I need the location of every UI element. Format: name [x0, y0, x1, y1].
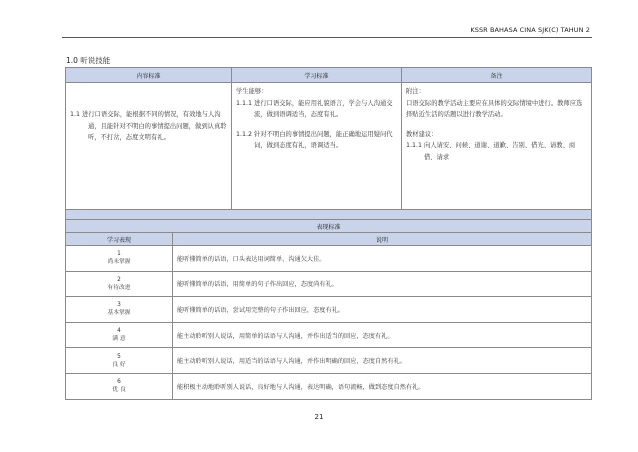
level-number: 1 — [117, 251, 121, 258]
column-header-remarks: 备注 — [402, 68, 592, 83]
page-number: 21 — [314, 413, 324, 421]
learning-standard-intro: 学生能够： — [236, 88, 268, 95]
remarks-suggest-text: 向人请安、问候、道谢、道歉、告别、借光、请教、商借、请求 — [424, 142, 576, 161]
level-cell — [66, 246, 173, 272]
level-description: 能听懂简单的话语，口头表达用词简单、沟通欠大佳。 — [173, 246, 592, 272]
table-row — [66, 373, 592, 399]
learning-standard-text: 进行口语交际，能应用礼貌语言，学会与人沟通交流，做到语调适当，态度有礼。 — [254, 99, 393, 119]
level-cell — [66, 373, 173, 399]
level-description: 能主动聆听别人说话，用适当的话语与人沟通，并作出明确的回应，态度自然有礼。 — [173, 348, 592, 374]
content-standard-cell — [66, 83, 232, 216]
learning-standard-number: 1.1.1 — [236, 99, 253, 107]
column-header-content-standard: 内容标准 — [66, 68, 232, 83]
table-row — [66, 297, 592, 323]
level-label: 良 好 — [112, 361, 126, 368]
remarks-note-label: 附注： — [406, 88, 425, 95]
content-standard-number: 1.1 — [70, 111, 81, 118]
table-row — [66, 246, 592, 272]
table-row — [66, 271, 592, 297]
level-number: 2 — [117, 276, 121, 283]
remarks-suggest-number: 1.1.1 — [406, 142, 423, 150]
level-label: 基本掌握 — [107, 310, 131, 317]
column-header-description: 说明 — [173, 233, 592, 246]
level-cell — [66, 348, 173, 374]
level-label: 满 意 — [112, 336, 126, 343]
content-standard-item — [70, 109, 227, 144]
level-cell — [66, 322, 173, 348]
remarks-note-text: 口语交际的教学活动主要应在具体的交际情境中进行。教师应选择贴近生活的话题以进行教学活动。 — [406, 99, 583, 119]
level-cell — [66, 271, 173, 297]
learning-standard-text: 针对不明白的事情提出问题，能正确地运用疑问代词，做到态度有礼，语调适当。 — [254, 130, 393, 150]
level-label: 有待改进 — [107, 284, 131, 291]
table-row — [66, 348, 592, 374]
document-header: KSSR BAHASA CINA SJK(C) TAHUN 2 — [470, 26, 590, 34]
performance-top-bar — [66, 210, 592, 220]
learning-standard-item — [236, 129, 397, 152]
performance-standards-table — [65, 209, 592, 400]
standards-table — [65, 67, 592, 216]
level-description: 能听懂简单的话语，尝试用完整的句子作出回应，态度有礼。 — [173, 297, 592, 323]
learning-standard-cell — [232, 83, 402, 216]
level-description: 能听懂简单的话语，用简单的句子作出回应，态度尚有礼。 — [173, 271, 592, 297]
content-standard-text: 进行口语交际，能根据不同的情况，有效地与人沟通，且能针对不明白的事情提出问题，做到认真聆听，不打岔，态度文明有礼。 — [82, 111, 227, 142]
level-number: 6 — [117, 379, 121, 386]
level-cell — [66, 297, 173, 323]
column-header-learning-standard: 学习标准 — [232, 68, 402, 83]
performance-title: 表现标准 — [66, 220, 592, 233]
level-label: 尚未掌握 — [107, 259, 131, 266]
level-description: 能主动聆听别人说话，用简单的话语与人沟通，并作出适当的回应，态度有礼。 — [173, 322, 592, 348]
remarks-suggest-item — [406, 140, 587, 163]
remarks-cell — [402, 83, 592, 216]
level-label: 优 良 — [112, 387, 126, 394]
level-number: 5 — [117, 353, 121, 360]
remarks-suggest-label: 教材建议： — [406, 130, 438, 138]
section-title: 1.0 听说技能 — [66, 56, 111, 65]
level-description: 能积极主动地聆听别人说话，良好地与人沟通，表达明确，语句流畅，做到态度自然有礼。 — [173, 373, 592, 399]
column-header-performance: 学习表现 — [66, 233, 173, 246]
level-number: 4 — [117, 328, 121, 335]
learning-standard-number: 1.1.2 — [236, 130, 253, 138]
table-row — [66, 322, 592, 348]
level-number: 3 — [117, 302, 121, 309]
learning-standard-item — [236, 98, 397, 121]
header-divider — [62, 37, 592, 38]
